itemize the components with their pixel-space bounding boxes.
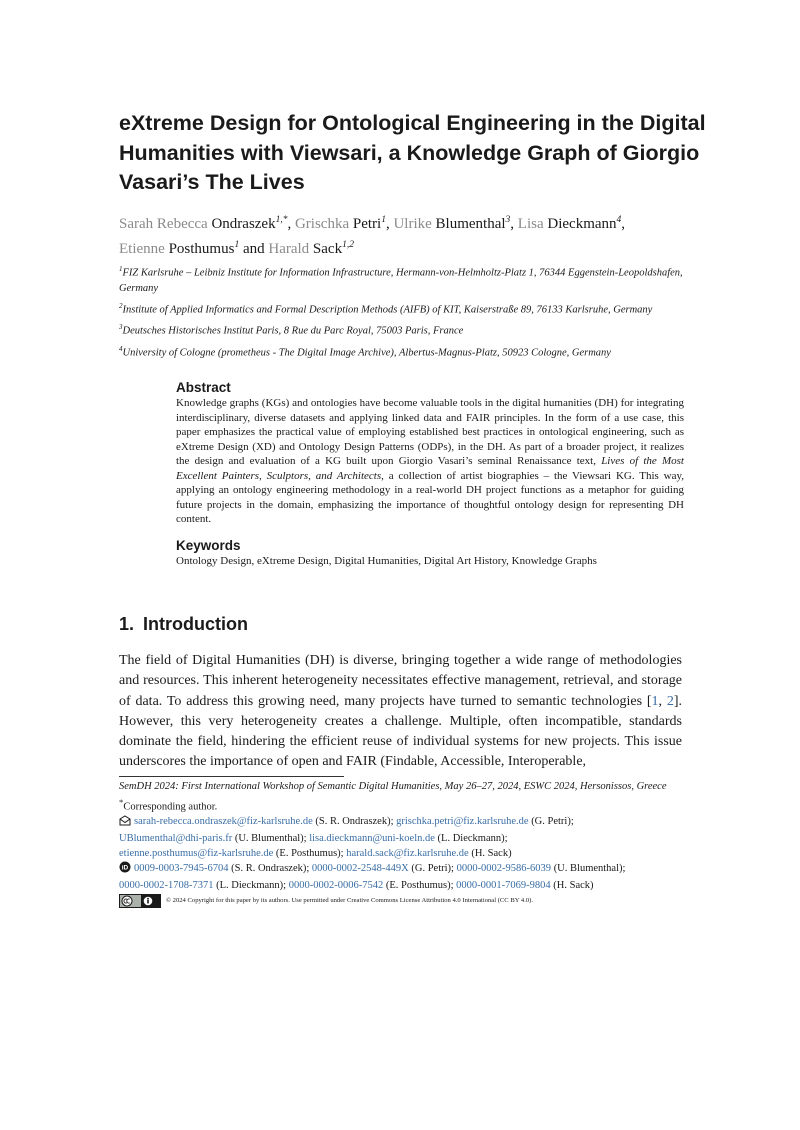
keywords-text: Ontology Design, eXtreme Design, Digital Humanities, Digital Art History, Knowledge Graphs (176, 554, 597, 567)
author-separator: , (287, 216, 295, 232)
cc-by-license-icon (119, 894, 161, 908)
footnote-divider (119, 776, 344, 777)
affiliation-text: Institute of Applied Informatics and Formal Description Methods (AIFB) of KIT, Kaiserstraße 89, 76133 Karlsruhe, Germany (122, 304, 653, 315)
email-owner: (U. Blumenthal); (232, 832, 310, 844)
copyright-note (119, 894, 684, 908)
affiliation-number: 4 (119, 344, 123, 353)
author-family-name: Sack (312, 241, 343, 257)
section-heading-introduction (119, 614, 248, 635)
orcid-owner: (G. Petri); (408, 863, 457, 875)
citation-link[interactable]: 1 (651, 693, 659, 709)
email-link[interactable]: grischka.petri@fiz.karlsruhe.de (396, 816, 529, 828)
email-link[interactable]: sarah-rebecca.ondraszek@fiz-karlsruhe.de (134, 816, 313, 828)
email-owner: (H. Sack) (468, 847, 512, 859)
affiliation-text: Deutsches Historisches Institut Paris, 8 Rue du Parc Royal, 75003 Paris, France (122, 325, 464, 337)
orcid-link[interactable]: 0000-0002-0006-7542 (288, 880, 384, 892)
affiliation-number: 2 (119, 301, 123, 310)
email-link[interactable]: etienne.posthumus@fiz-karlsruhe.de (119, 847, 274, 859)
abstract-text-part: Knowledge graphs (KGs) and ontologies have become valuable tools in the digital humanities (DH) for integrating interdisciplinary, diverse datasets and applying linked data and FAIR principles. In the form of a use case, this paper emphasizes the practical value of employing established best practices in ontological engineering, such as eXtreme Design (XD) and Ontology Design Patterns (ODPs), in the DH. As part of a broader project, it realizes the design and evaluation of a KG built upon Giorgio Vasari’s seminal Renaissance text, (176, 397, 684, 467)
email-list (119, 815, 684, 861)
abstract-text (176, 396, 684, 527)
author-separator: , (621, 216, 626, 232)
author (119, 216, 287, 232)
author-separator: and (239, 241, 269, 257)
footnote-text: Corresponding author. (123, 801, 218, 813)
author-given-name: Ulrike (393, 216, 432, 232)
section-number: 1. (119, 614, 135, 634)
author-family-name: Dieckmann (547, 216, 617, 232)
orcid-owner: (E. Posthumus); (383, 880, 457, 892)
copyright-text: © 2024 Copyright for this paper by its authors. Use permitted under Creative Commons License Attribution 4.0 International (CC BY 4.0). (166, 897, 533, 905)
author-affiliation-marker: 1,* (275, 215, 288, 225)
conference-note: SemDH 2024: First International Workshop of Semantic Digital Humanities, May 26–27, 2024, ESWC 2024, Hersonissos, Greece (119, 781, 667, 792)
author-family-name: Posthumus (168, 241, 235, 257)
abstract-heading: Abstract (176, 380, 231, 395)
orcid-link[interactable]: 0009-0003-7945-6704 (134, 863, 229, 875)
paper-title: eXtreme Design for Ontological Engineering in the Digital Humanities with Viewsari, a Knowledge Graph of Giorgio Vasari’s The Lives (119, 111, 706, 194)
author-given-name: Lisa (517, 216, 544, 232)
email-link[interactable]: lisa.dieckmann@uni-koeln.de (309, 832, 435, 844)
author-given-name: Grischka (294, 216, 350, 232)
paragraph-text: , (658, 693, 667, 709)
footnotes (119, 780, 684, 908)
email-owner: (S. R. Ondraszek); (312, 816, 397, 828)
citation-link[interactable]: 2 (666, 693, 674, 709)
author-affiliation-marker: 1 (381, 215, 386, 225)
abstract-section (176, 380, 684, 568)
author (295, 216, 386, 232)
author-affiliation-marker: 1 (234, 240, 240, 250)
affiliation (119, 299, 699, 318)
author-given-name: Harald (268, 241, 310, 257)
affiliation (119, 320, 699, 339)
abstract-text-part: , a collection of artist biographies – the Viewsari KG. This way, applying an ontology engineering methodology in a real-world DH project functions as a metaphor for guiding future projects in the domain, emphasizing the importance of thoughtful ontology design for representing DH content. (176, 469, 684, 525)
introduction-paragraph (119, 651, 682, 773)
orcid-icon (119, 861, 131, 879)
author-given-name: Sarah Rebecca (119, 216, 208, 232)
abstract-book-title: Lives of the Most Excellent Painters, Sculptors, and Architects (176, 455, 684, 482)
author-family-name: Blumenthal (435, 216, 506, 232)
affiliation-list (119, 262, 699, 363)
corresponding-author-note (119, 795, 684, 815)
affiliation-number: 3 (119, 323, 123, 331)
envelope-icon (119, 815, 131, 832)
author-separator: , (385, 216, 394, 232)
email-link[interactable]: UBlumenthal@dhi-paris.fr (119, 832, 233, 844)
author-affiliation-marker: 3 (505, 215, 511, 225)
author (518, 216, 621, 232)
affiliation-text: FIZ Karlsruhe – Leibniz Institute for Information Infrastructure, Hermann-von-Helmholtz-Platz 1, 76344 Eggenstein-Leopoldshafen, Germany (119, 267, 683, 294)
orcid-link[interactable]: 0000-0002-9586-6039 (456, 863, 552, 875)
svg-text:iD: iD (121, 865, 129, 873)
orcid-owner: (H. Sack) (550, 880, 594, 892)
email-link[interactable]: harald.sack@fiz.karlsruhe.de (346, 847, 469, 859)
orcid-owner: (U. Blumenthal); (551, 863, 626, 875)
affiliation (119, 342, 699, 361)
email-owner: (L. Dieckmann); (434, 832, 508, 844)
author-family-name: Petri (352, 216, 382, 232)
author-list (119, 210, 709, 260)
author (393, 216, 510, 232)
orcid-owner: (L. Dieckmann); (213, 880, 289, 892)
email-owner: (G. Petri); (528, 816, 574, 828)
author-separator: , (510, 216, 518, 232)
section-title: Introduction (143, 614, 248, 634)
author-given-name: Etienne (119, 241, 165, 257)
orcid-link[interactable]: 0000-0001-7069-9804 (456, 880, 551, 892)
email-owner: (E. Posthumus); (273, 847, 347, 859)
author-family-name: Ondraszek (211, 216, 276, 232)
affiliation (119, 262, 699, 296)
footnote-marker: * (119, 796, 124, 807)
author-affiliation-marker: 4 (616, 215, 622, 225)
author (119, 241, 239, 257)
orcid-owner: (S. R. Ondraszek); (228, 863, 312, 875)
keywords-heading: Keywords (176, 537, 241, 553)
author-affiliation-marker: 1,2 (342, 240, 354, 250)
orcid-link[interactable]: 0000-0002-2548-449X (311, 863, 409, 875)
paragraph-text: ]. However, this very heterogeneity creates a challenge. Multiple, often incompatible, standards dominate the field, hindering the efficient reuse of individual systems for new projects. This issue underscores the importance of open and FAIR (Findable, Accessible, Interoperable, (119, 693, 683, 770)
paragraph-text: The field of Digital Humanities (DH) is diverse, bringing together a wide range of methodologies and resources. This inherent heterogeneity necessitates effective management, retrieval, and storage of data. To address this growing need, many projects have turned to semantic technologies [ (119, 653, 682, 709)
author (268, 241, 354, 257)
orcid-link[interactable]: 0000-0002-1708-7371 (119, 880, 214, 892)
affiliation-number: 1 (119, 265, 123, 273)
orcid-list (119, 861, 684, 894)
affiliation-text: University of Cologne (prometheus - The Digital Image Archive), Albertus-Magnus-Platz, 50923 Cologne, Germany (122, 347, 611, 358)
